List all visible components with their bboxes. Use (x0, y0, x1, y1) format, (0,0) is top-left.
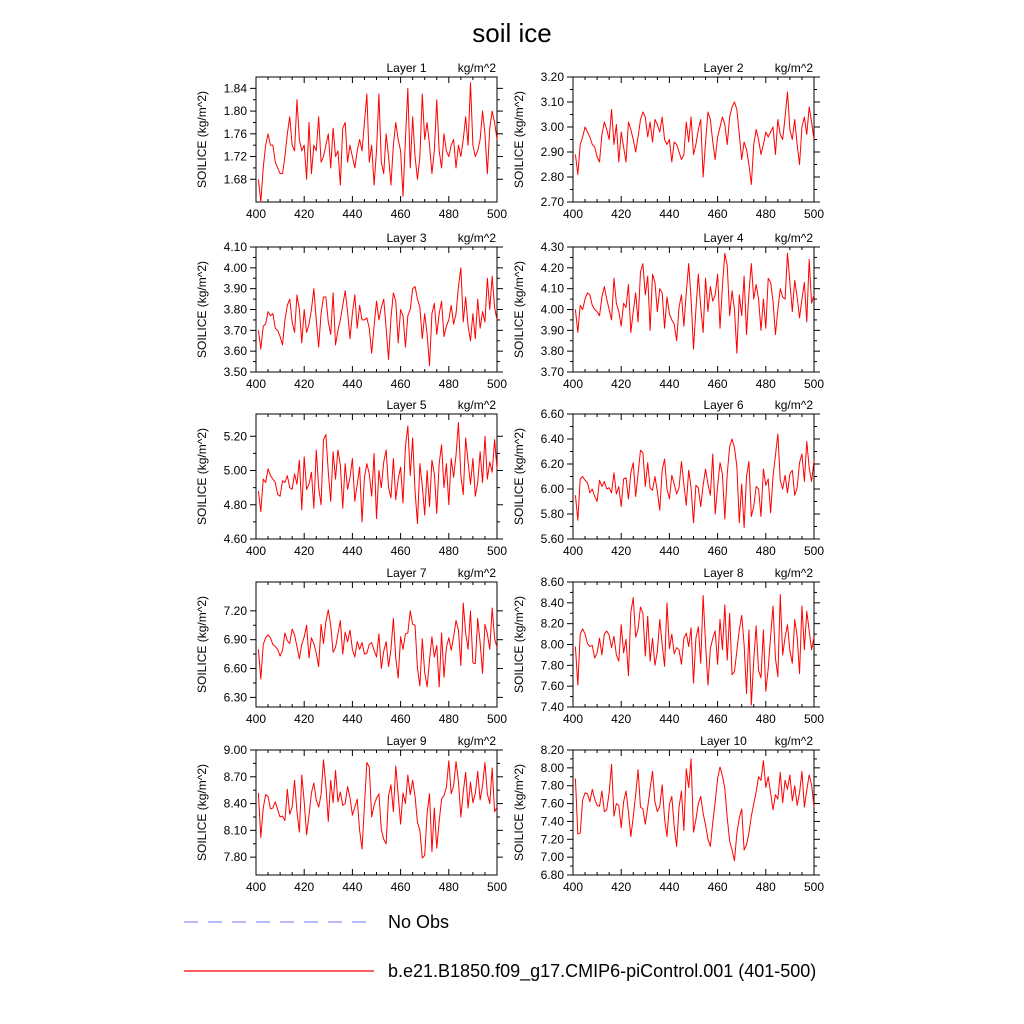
y-tick-label: 8.40 (223, 796, 247, 811)
y-tick-label: 4.30 (540, 240, 564, 254)
y-tick-label: 7.40 (540, 814, 564, 829)
x-tick-label: 420 (294, 207, 315, 221)
x-tick-label: 400 (245, 712, 267, 726)
y-tick-label: 6.60 (540, 407, 564, 421)
x-tick-label: 440 (659, 377, 680, 391)
x-tick-label: 420 (294, 712, 315, 726)
x-tick-label: 400 (562, 544, 584, 558)
x-tick-label: 460 (707, 377, 728, 391)
x-tick-label: 400 (245, 207, 267, 221)
x-tick-label: 440 (342, 207, 363, 221)
x-tick-label: 440 (342, 880, 363, 894)
x-tick-label: 400 (562, 712, 584, 726)
x-tick-label: 440 (659, 712, 680, 726)
x-tick-label: 460 (707, 712, 728, 726)
x-tick-label: 460 (707, 207, 728, 221)
y-tick-label: 4.20 (540, 260, 564, 275)
panel-units: kg/m^2 (774, 231, 813, 245)
panel-title: Layer 7 (386, 566, 427, 580)
x-tick-label: 420 (611, 207, 632, 221)
y-tick-label: 4.80 (223, 497, 247, 512)
x-tick-label: 500 (486, 880, 508, 894)
panel-units: kg/m^2 (774, 398, 813, 412)
panel-title: Layer 1 (386, 61, 427, 75)
y-tick-label: 2.80 (540, 170, 564, 184)
x-tick-label: 500 (803, 377, 825, 391)
panel-title: Layer 8 (703, 566, 744, 580)
y-tick-label: 2.90 (540, 145, 564, 159)
x-tick-label: 420 (294, 880, 315, 894)
x-tick-label: 480 (755, 377, 776, 391)
y-tick-label: 7.60 (540, 679, 564, 694)
x-tick-label: 440 (342, 544, 363, 558)
y-axis-label: SOILICE (kg/m^2) (512, 764, 526, 861)
x-tick-label: 480 (755, 544, 776, 558)
y-axis-label: SOILICE (kg/m^2) (195, 428, 209, 525)
x-tick-label: 460 (707, 544, 728, 558)
x-tick-label: 420 (611, 880, 632, 894)
x-tick-label: 400 (562, 880, 584, 894)
y-tick-label: 5.20 (223, 429, 247, 444)
x-tick-label: 460 (390, 880, 411, 894)
x-tick-label: 500 (803, 880, 825, 894)
y-tick-label: 8.00 (540, 760, 564, 775)
y-tick-label: 3.10 (540, 95, 564, 109)
x-tick-label: 500 (803, 544, 825, 558)
y-tick-label: 1.84 (223, 81, 247, 96)
x-tick-label: 480 (438, 207, 459, 221)
series-line (575, 92, 814, 185)
series-line (258, 268, 497, 366)
y-axis-label: SOILICE (kg/m^2) (512, 91, 526, 188)
y-tick-label: 4.10 (223, 240, 247, 254)
plot-frame (256, 582, 497, 707)
x-tick-label: 480 (755, 207, 776, 221)
x-tick-label: 480 (438, 544, 459, 558)
y-axis-label: SOILICE (kg/m^2) (195, 764, 209, 861)
x-tick-label: 460 (707, 880, 728, 894)
y-tick-label: 5.80 (540, 507, 564, 521)
y-tick-label: 3.70 (540, 365, 564, 379)
panel-units: kg/m^2 (774, 734, 813, 748)
x-tick-label: 440 (659, 544, 680, 558)
panel-layer-8 (512, 566, 824, 726)
x-tick-label: 400 (562, 377, 584, 391)
y-tick-label: 8.20 (540, 616, 564, 631)
x-tick-label: 420 (611, 377, 632, 391)
panel-title: Layer 5 (386, 398, 427, 412)
y-tick-label: 5.00 (223, 463, 247, 478)
panel-layer-6 (512, 398, 824, 558)
y-tick-label: 6.20 (540, 457, 564, 471)
y-tick-label: 8.10 (223, 823, 247, 838)
x-tick-label: 500 (486, 207, 508, 221)
legend (184, 912, 816, 982)
y-tick-label: 3.50 (223, 365, 247, 379)
y-axis-label: SOILICE (kg/m^2) (512, 261, 526, 358)
panel-layer-10 (512, 734, 824, 894)
panel-units: kg/m^2 (457, 231, 496, 245)
panel-title: Layer 10 (700, 734, 747, 748)
x-tick-label: 420 (294, 377, 315, 391)
x-tick-label: 440 (659, 207, 680, 221)
y-tick-label: 6.30 (223, 690, 247, 705)
x-tick-label: 480 (438, 712, 459, 726)
x-tick-label: 500 (486, 544, 508, 558)
x-tick-label: 440 (342, 377, 363, 391)
y-tick-label: 3.80 (223, 302, 247, 317)
x-tick-label: 480 (755, 880, 776, 894)
panel-units: kg/m^2 (457, 398, 496, 412)
series-line (258, 603, 497, 687)
y-tick-label: 2.70 (540, 195, 564, 209)
y-tick-label: 7.80 (223, 850, 247, 865)
panel-layer-9 (195, 734, 507, 894)
plot-frame (573, 582, 814, 707)
x-tick-label: 500 (486, 712, 508, 726)
plot-frame (256, 247, 497, 372)
legend-model-label: b.e21.B1850.f09_g17.CMIP6-piControl.001 (401-500) (388, 961, 817, 981)
x-tick-label: 420 (294, 544, 315, 558)
y-tick-label: 1.76 (223, 126, 247, 141)
plot-frame (573, 750, 814, 875)
x-tick-label: 460 (390, 377, 411, 391)
series-line (258, 83, 497, 202)
y-tick-label: 3.20 (540, 70, 564, 84)
x-tick-label: 420 (611, 712, 632, 726)
x-tick-label: 420 (611, 544, 632, 558)
panel-units: kg/m^2 (457, 734, 496, 748)
panel-layer-1 (195, 61, 507, 221)
y-tick-label: 3.90 (540, 323, 564, 338)
y-tick-label: 1.68 (223, 172, 247, 187)
y-tick-label: 7.20 (223, 603, 247, 618)
y-tick-label: 7.40 (540, 700, 564, 714)
series-line (575, 434, 814, 528)
y-tick-label: 4.60 (223, 532, 247, 546)
y-axis-label: SOILICE (kg/m^2) (512, 428, 526, 525)
y-tick-label: 3.00 (540, 120, 564, 134)
y-tick-label: 7.60 (540, 796, 564, 811)
x-tick-label: 400 (245, 544, 267, 558)
y-tick-label: 6.80 (540, 868, 564, 882)
panels-group (195, 61, 824, 894)
panel-units: kg/m^2 (457, 566, 496, 580)
x-tick-label: 460 (390, 544, 411, 558)
y-tick-label: 8.20 (540, 743, 564, 757)
x-tick-label: 460 (390, 207, 411, 221)
y-tick-label: 3.70 (223, 323, 247, 338)
y-tick-label: 4.00 (540, 302, 564, 317)
y-axis-label: SOILICE (kg/m^2) (195, 596, 209, 693)
y-axis-label: SOILICE (kg/m^2) (512, 596, 526, 693)
y-tick-label: 7.80 (540, 658, 564, 673)
y-axis-label: SOILICE (kg/m^2) (195, 91, 209, 188)
series-line (258, 423, 497, 524)
y-tick-label: 4.10 (540, 281, 564, 296)
panel-title: Layer 2 (703, 61, 744, 75)
x-tick-label: 400 (245, 880, 267, 894)
panel-title: Layer 4 (703, 231, 744, 245)
panel-units: kg/m^2 (457, 61, 496, 75)
y-tick-label: 6.40 (540, 432, 564, 446)
x-tick-label: 400 (245, 377, 267, 391)
series-line (575, 595, 814, 705)
panel-layer-3 (195, 231, 507, 391)
panel-title: Layer 3 (386, 231, 427, 245)
x-tick-label: 480 (438, 880, 459, 894)
panel-layer-5 (195, 398, 507, 558)
y-tick-label: 3.90 (223, 281, 247, 296)
y-tick-label: 7.80 (540, 778, 564, 793)
y-tick-label: 8.60 (540, 575, 564, 589)
x-tick-label: 440 (659, 880, 680, 894)
series-line (575, 253, 814, 353)
y-tick-label: 7.20 (540, 832, 564, 847)
y-tick-label: 3.60 (223, 344, 247, 359)
y-tick-label: 8.00 (540, 637, 564, 652)
y-tick-label: 1.80 (223, 104, 247, 119)
x-tick-label: 500 (803, 712, 825, 726)
x-tick-label: 500 (486, 377, 508, 391)
figure-title: soil ice (472, 18, 552, 48)
x-tick-label: 500 (803, 207, 825, 221)
x-tick-label: 480 (755, 712, 776, 726)
y-tick-label: 4.00 (223, 260, 247, 275)
panel-layer-7 (195, 566, 507, 726)
x-tick-label: 480 (438, 377, 459, 391)
x-tick-label: 400 (562, 207, 584, 221)
y-tick-label: 6.90 (223, 632, 247, 647)
y-tick-label: 6.00 (540, 482, 564, 496)
y-tick-label: 7.00 (540, 850, 564, 865)
y-tick-label: 5.60 (540, 532, 564, 546)
series-line (575, 759, 814, 861)
x-tick-label: 460 (390, 712, 411, 726)
y-tick-label: 8.40 (540, 595, 564, 610)
panel-layer-4 (512, 231, 824, 391)
panel-units: kg/m^2 (774, 61, 813, 75)
y-tick-label: 6.60 (223, 661, 247, 676)
legend-no-obs-label: No Obs (388, 912, 450, 932)
panel-units: kg/m^2 (774, 566, 813, 580)
y-axis-label: SOILICE (kg/m^2) (195, 261, 209, 358)
panel-layer-2 (512, 61, 824, 221)
x-tick-label: 440 (342, 712, 363, 726)
panel-title: Layer 6 (703, 398, 744, 412)
y-tick-label: 3.80 (540, 344, 564, 359)
panel-title: Layer 9 (386, 734, 427, 748)
y-tick-label: 8.70 (223, 769, 247, 784)
y-tick-label: 9.00 (223, 743, 247, 757)
series-line (258, 760, 497, 858)
y-tick-label: 1.72 (223, 149, 247, 164)
